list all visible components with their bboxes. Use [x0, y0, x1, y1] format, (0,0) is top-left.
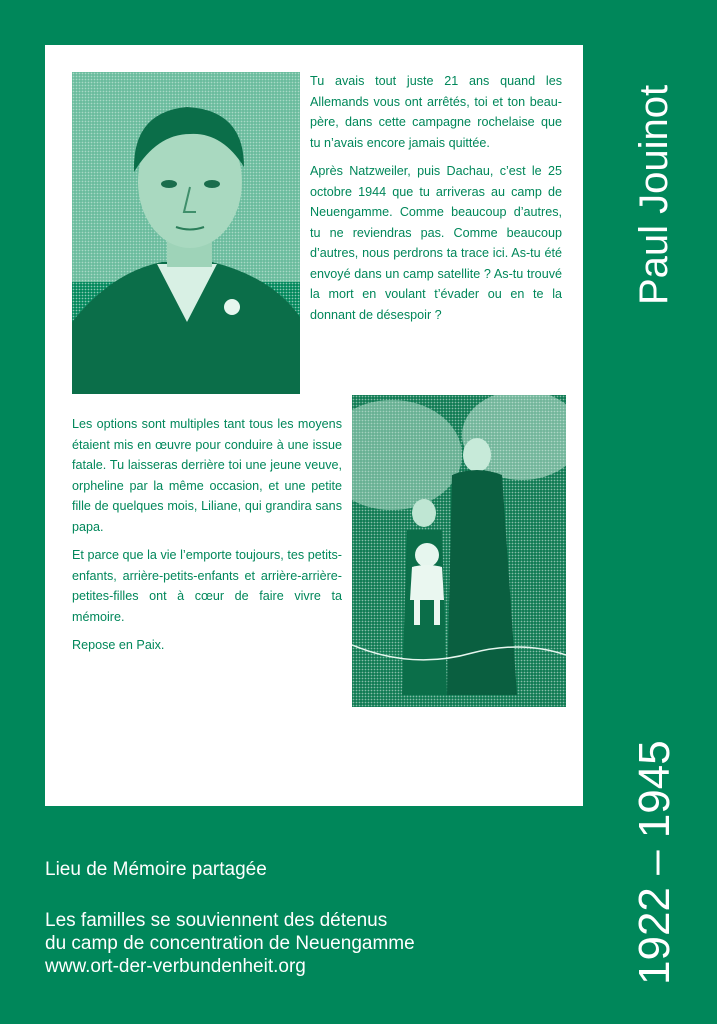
paragraph-rest-in-peace: Repose en Paix.: [72, 638, 165, 652]
portrait-photo: [72, 72, 300, 394]
paragraph-arrest: Tu avais tout juste 21 ans quand les Allemands vous ont arrêtés, toi et ton beau-père, dans cette campagne rochelaise que tu n’avais encore jamais quittée.: [310, 74, 562, 150]
person-years: 1922 – 1945: [630, 740, 679, 985]
person-name: Paul Jouinot: [632, 84, 676, 305]
paragraph-options: Les options sont multiples tant tous les moyens étaient mis en œuvre pour conduire à une issue fatale. Tu laisseras derrière toi une jeune veuve, orpheline par la même occasion, et une petite fille de quelques mois, Liliane, qui grandira sans papa.: [72, 417, 342, 534]
footer-url[interactable]: www.ort-der-verbundenheit.org: [45, 956, 306, 977]
footer-line-1: Les familles se souviennent des détenus: [45, 910, 388, 931]
paragraph-deportation: Après Natzweiler, puis Dachau, c’est le 25 octobre 1944 que tu arriveras au camp de Neuengamme. Comme beaucoup d’autres, tu ne reviendras pas. Comme beaucoup d’autres, nous perdrons ta trace ici. As-tu été envoyé dans un camp satellite ? As-tu trouvé la mort en voulant t’évader ou en te la donnant de désespoir ?: [310, 164, 562, 322]
paragraph-family: Et parce que la vie l’emporte toujours, tes petits-enfants, arrière-petits-enfants et arrière-arrière-petites-filles ont à cœur de faire vivre ta mémoire.: [72, 548, 342, 624]
footer-description: [45, 909, 415, 978]
footer-line-2: du camp de concentration de Neuengamme: [45, 933, 415, 954]
family-photo: [352, 395, 566, 707]
text-block-1: [310, 71, 562, 333]
memorial-card: [45, 45, 583, 806]
text-block-2: [72, 414, 342, 664]
footer-label: Lieu de Mémoire partagée: [45, 859, 267, 880]
